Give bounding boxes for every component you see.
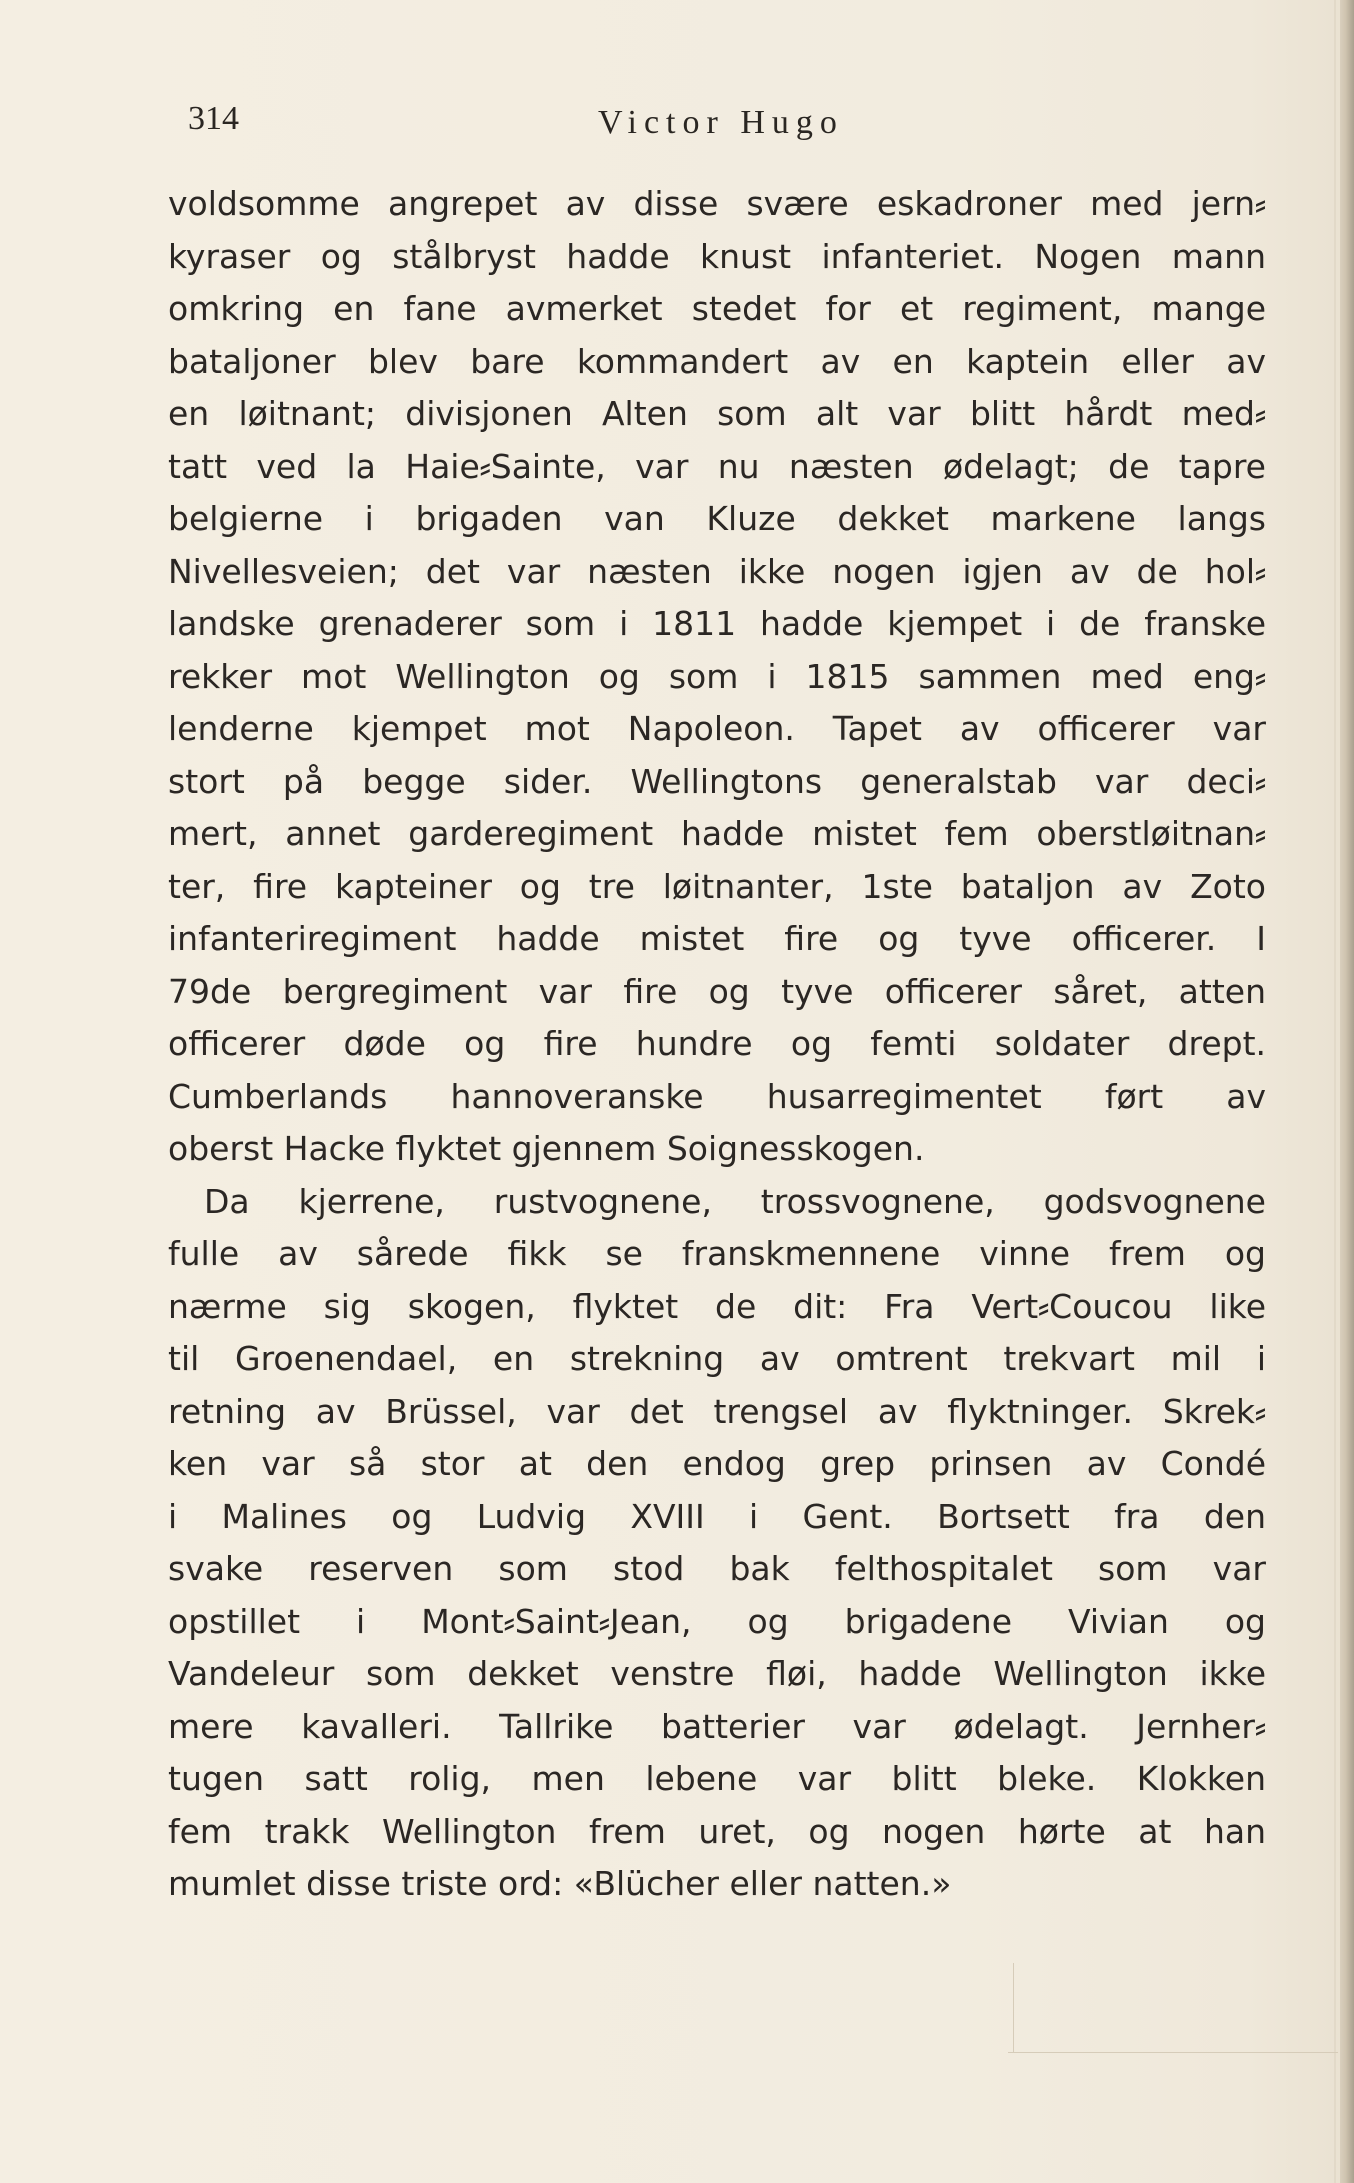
paragraph-2 [168, 1176, 1266, 1911]
text-line: belgierne i brigaden van Kluze dekket markene langs [168, 499, 1266, 538]
text-line: retning av Brüssel, var det trengsel av flyktninger. Skrek⸗ [168, 1391, 1266, 1431]
text-line: kyraser og stålbryst hadde knust infanteriet. Nogen mann [168, 236, 1266, 276]
text-line: stort på begge sider. Wellingtons generalstab var deci⸗ [168, 761, 1266, 801]
text-line: 79de bergregiment var fire og tyve officerer såret, atten [168, 971, 1266, 1011]
page-mark-vertical [1013, 1963, 1014, 2053]
text-line: officerer døde og fire hundre og femti soldater drept. [168, 1024, 1266, 1063]
body-text [168, 178, 1266, 1911]
paragraph-1 [168, 178, 1266, 1176]
text-line: infanteriregiment hadde mistet fire og tyve officerer. I [168, 919, 1266, 958]
text-line: ter, fire kapteiner og tre løitnanter, 1ste bataljon av Zoto [168, 866, 1266, 906]
text-line: fem trakk Wellington frem uret, og nogen hørte at han [168, 1811, 1266, 1851]
text-line: ken var så stor at den endog grep prinsen av Condé [168, 1444, 1266, 1483]
text-line: omkring en fane avmerket stedet for et regiment, mange [168, 289, 1266, 328]
text-line: en løitnant; divisjonen Alten som alt var blitt hårdt med⸗ [168, 394, 1266, 433]
text-line: svake reserven som stod bak felthospitalet som var [168, 1549, 1266, 1588]
text-line: mert, annet garderegiment hadde mistet fem oberstløitnan⸗ [168, 814, 1266, 853]
text-line: opstillet i Mont⸗Saint⸗Jean, og brigadene Vivian og [168, 1601, 1266, 1641]
text-line: til Groenendael, en strekning av omtrent trekvart mil i [168, 1339, 1266, 1378]
text-line: tugen satt rolig, men lebene var blitt bleke. Klokken [168, 1759, 1266, 1798]
page-fold-line [1334, 0, 1336, 2183]
text-line: fulle av sårede fikk se franskmennene vinne frem og [168, 1234, 1266, 1273]
page-edge [1340, 0, 1354, 2183]
text-line: oberst Hacke flyktet gjennem Soignesskogen. [168, 1129, 925, 1168]
page-mark-horizontal [1008, 2052, 1338, 2053]
text-line: landske grenaderer som i 1811 hadde kjempet i de franske [168, 604, 1266, 643]
text-line: Vandeleur som dekket venstre fløi, hadde Wellington ikke [168, 1654, 1266, 1693]
text-line: Da kjerrene, rustvognene, trossvognene, godsvognene [204, 1181, 1266, 1221]
text-line: mere kavalleri. Tallrike batterier var ødelagt. Jernher⸗ [168, 1706, 1266, 1746]
running-head: Victor Hugo [598, 104, 844, 141]
text-line: rekker mot Wellington og som i 1815 sammen med eng⸗ [168, 656, 1266, 696]
page-header [188, 100, 1188, 150]
text-line: i Malines og Ludvig XVIII i Gent. Bortsett fra den [168, 1496, 1266, 1536]
text-line: lenderne kjempet mot Napoleon. Tapet av officerer var [168, 709, 1266, 748]
text-line: Nivellesveien; det var næsten ikke nogen igjen av de hol⸗ [168, 551, 1266, 591]
text-line: nærme sig skogen, flyktet de dit: Fra Vert⸗Coucou like [168, 1286, 1266, 1326]
text-line: mumlet disse triste ord: «Blücher eller natten.» [168, 1864, 952, 1903]
text-line: bataljoner blev bare kommandert av en kaptein eller av [168, 341, 1266, 381]
page-number: 314 [188, 100, 239, 137]
text-line: tatt ved la Haie⸗Sainte, var nu næsten ødelagt; de tapre [168, 446, 1266, 486]
text-line: Cumberlands hannoveranske husarregimentet ført av [168, 1076, 1266, 1116]
text-line: voldsomme angrepet av disse svære eskadroner med jern⸗ [168, 184, 1266, 223]
